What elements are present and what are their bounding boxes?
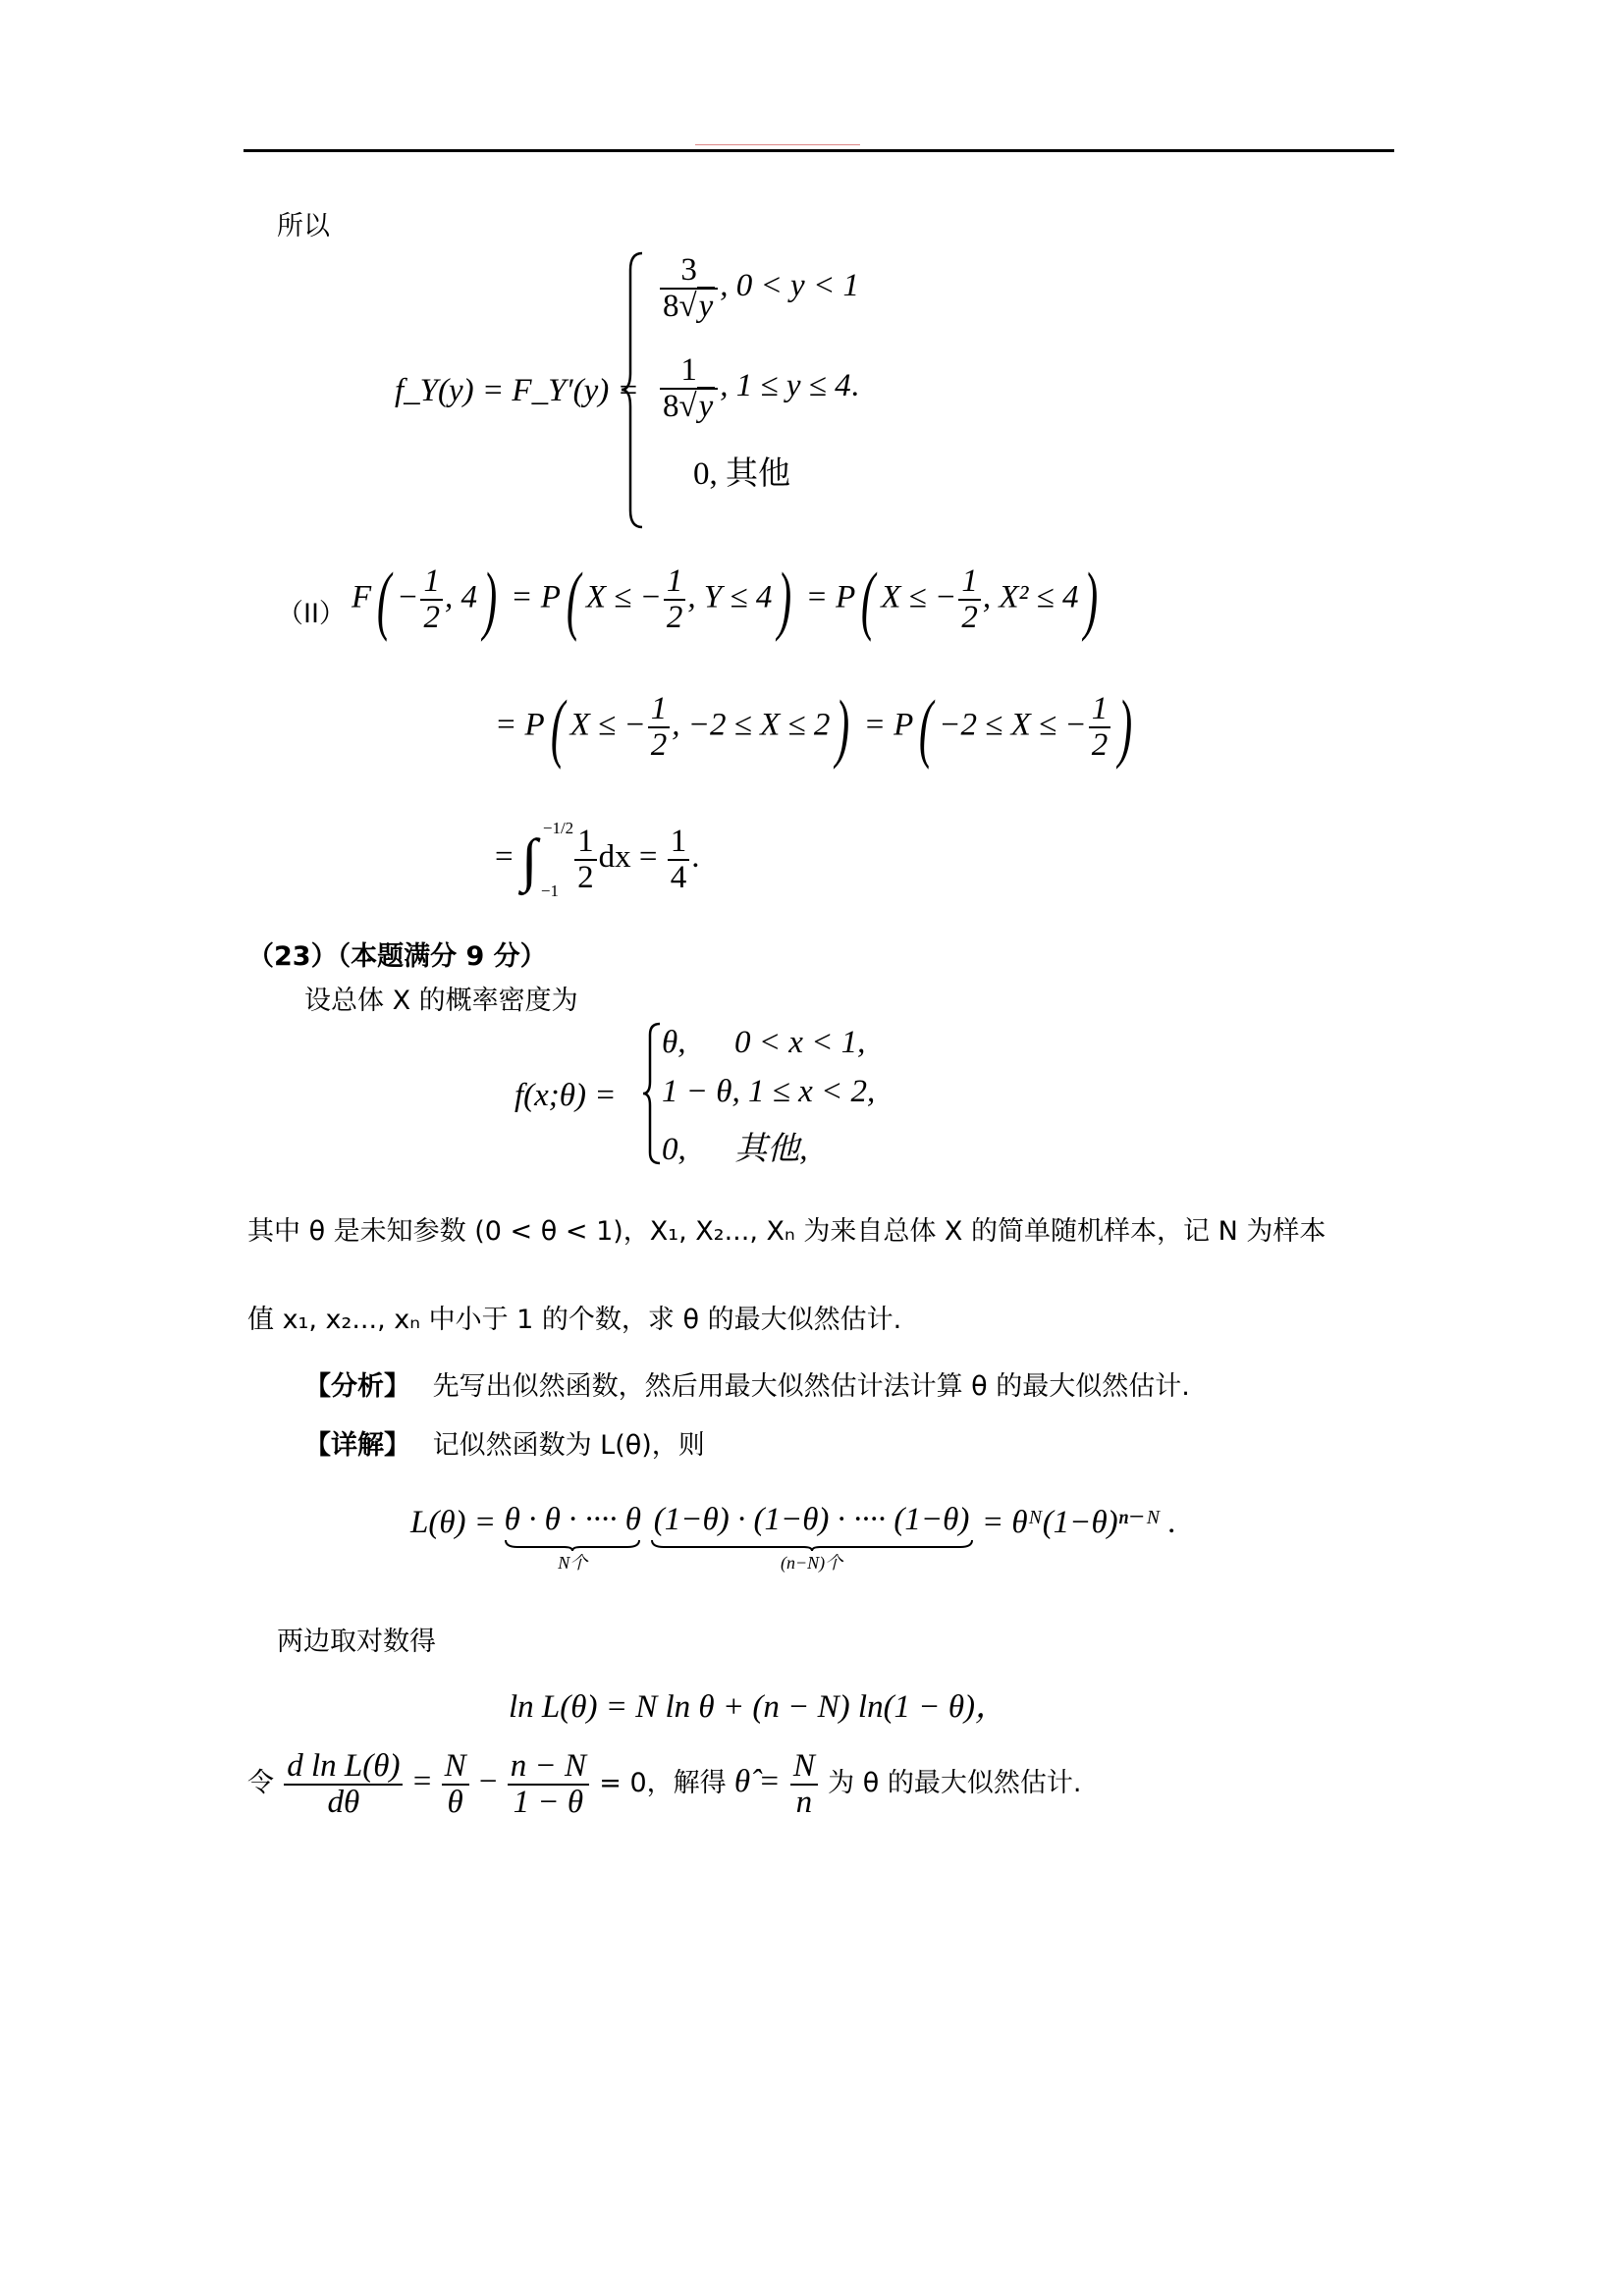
part2-line1: F( − $\frac{1}{2}$ , 4) = P( X ≤ − $\frac{1}{2}$ , Y ≤ 4) = P( X ≤ − $\frac{1}{2}$ , X² ≤ 4) bbox=[352, 557, 1099, 642]
fy-lhs: f_Y(y) = F_Y′(y) = bbox=[395, 373, 639, 408]
deriv-line: 令 $\frac{\text{d ln L(θ)}}{d\theta}$ = $\frac{N}{\theta}$ − $\frac{n - N}{1 - \theta}$ = 0，解得 θ̂ = $\frac{N}{n}$ 为 θ 的最大似然估计. bbox=[247, 1748, 1082, 1820]
analysis-text: 先写出似然函数，然后用最大似然估计法计算 θ 的最大似然估计. bbox=[432, 1371, 1190, 1402]
density-case1: θ, 0 < x < 1, bbox=[662, 1025, 866, 1060]
detail-tag: 【详解】 bbox=[304, 1430, 410, 1461]
part2-line3: = ∫ −1/2 −1 $\frac{1}{2}$ dx = $\frac{1}{4}$ . bbox=[495, 818, 700, 900]
eq1-brace bbox=[619, 250, 648, 530]
analysis-line bbox=[304, 1364, 1190, 1403]
header-red-line bbox=[695, 144, 860, 145]
detail-text: 记似然函数为 L(θ)，则 bbox=[432, 1430, 705, 1461]
group-n-theta: θ · θ · ···· θ N个 bbox=[504, 1502, 641, 1573]
so-text: 所以 bbox=[277, 211, 330, 241]
detail-line bbox=[304, 1423, 705, 1462]
analysis-tag: 【分析】 bbox=[304, 1371, 410, 1402]
density-case3: 0, 其他, bbox=[662, 1132, 808, 1167]
eq1-case2: $\frac{1}{8√y}$ , 1 ≤ y ≤ 4. bbox=[658, 353, 859, 423]
q23-stmt-line1: 其中 θ 是未知参数 (0 < θ < 1)，X₁, X₂..., Xₙ 为来自总体 X 的简单随机样本，记 N 为样本 bbox=[247, 1216, 1326, 1247]
part2-label: （II） bbox=[277, 599, 346, 629]
likelihood-eq: L(θ) = θ · θ · ···· θ N个 (1−θ) · (1−θ) · ···· (1−θ) (n−N)个 = θᴺ(1−θ)ⁿ⁻ᴺ . bbox=[410, 1502, 1177, 1573]
density-lhs: f(x;θ) = bbox=[514, 1078, 617, 1113]
q23-intro: 设总体 X 的概率密度为 bbox=[304, 986, 578, 1016]
q23-header: （23）（本题满分 9 分） bbox=[247, 941, 547, 972]
q23-stmt-line2: 值 x₁, x₂..., xₙ 中小于 1 的个数，求 θ 的最大似然估计. bbox=[247, 1305, 902, 1335]
density-brace bbox=[640, 1021, 664, 1166]
density-case2: 1 − θ, 1 ≤ x < 2, bbox=[662, 1074, 876, 1109]
header-rule bbox=[244, 149, 1394, 152]
eq1-case1: $\frac{3}{8√y}$ , 0 < y < 1 bbox=[658, 253, 859, 323]
eq1-case3: 0, 其他 bbox=[693, 456, 790, 492]
part2-line2: = P( X ≤ − $\frac{1}{2}$ , −2 ≤ X ≤ 2) = P( −2 ≤ X ≤ − $\frac{1}{2}$ ) bbox=[495, 684, 1133, 770]
log-intro: 两边取对数得 bbox=[277, 1627, 436, 1657]
log-eq: ln L(θ) = N ln θ + (n − N) ln(1 − θ)， bbox=[509, 1689, 1008, 1725]
group-n-minus-n: (1−θ) · (1−θ) · ···· (1−θ) (n−N)个 bbox=[650, 1502, 974, 1572]
